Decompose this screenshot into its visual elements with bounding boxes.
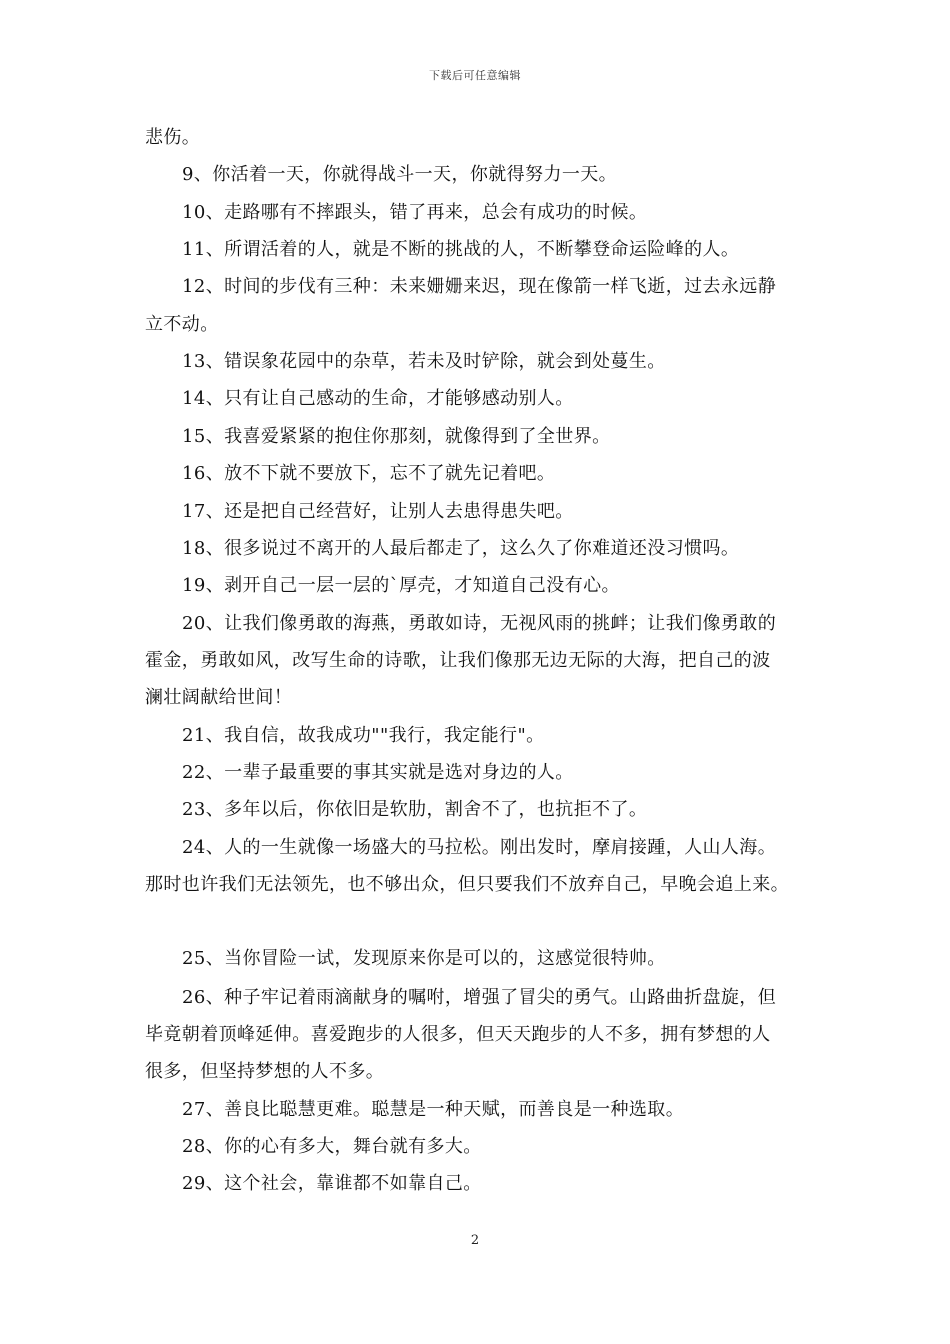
text-line: 14、只有让自己感动的生命，才能够感动别人。 — [182, 388, 574, 409]
text-line: 霍金，勇敢如风，改写生命的诗歌，让我们像那无边无际的大海，把自己的波 — [145, 650, 771, 671]
text-line: 22、一辈子最重要的事其实就是选对身边的人。 — [182, 762, 574, 783]
text-line: 澜壮阔献给世间！ — [145, 687, 293, 708]
text-line: 12、时间的步伐有三种：未来姗姗来迟，现在像箭一样飞逝，过去永远静 — [182, 276, 777, 297]
text-line: 18、很多说过不离开的人最后都走了，这么久了你难道还没习惯吗。 — [182, 538, 740, 559]
text-line: 毕竟朝着顶峰延伸。喜爱跑步的人很多，但天天跑步的人不多，拥有梦想的人 — [145, 1024, 771, 1045]
text-line: 17、还是把自己经营好，让别人去患得患失吧。 — [182, 501, 574, 522]
text-line: 26、种子牢记着雨滴献身的嘱咐，增强了冒尖的勇气。山路曲折盘旋，但 — [182, 987, 777, 1008]
text-line: 11、所谓活着的人，就是不断的挑战的人，不断攀登命运险峰的人。 — [182, 239, 740, 260]
text-line: 19、剥开自己一层一层的`厚壳，才知道自己没有心。 — [182, 575, 620, 596]
text-line: 24、人的一生就像一场盛大的马拉松。刚出发时，摩肩接踵，人山人海。 — [182, 837, 777, 858]
text-line: 27、善良比聪慧更难。聪慧是一种天赋，而善良是一种选取。 — [182, 1099, 685, 1120]
text-line: 23、多年以后，你依旧是软肋，割舍不了，也抗拒不了。 — [182, 799, 648, 820]
text-line: 21、我自信，故我成功""我行，我定能行"。 — [182, 725, 545, 746]
text-line: 15、我喜爱紧紧的抱住你那刻，就像得到了全世界。 — [182, 426, 611, 447]
text-line: 13、错误象花园中的杂草，若未及时铲除，就会到处蔓生。 — [182, 351, 666, 372]
text-line: 悲伤。 — [145, 127, 201, 148]
text-line: 29、这个社会，靠谁都不如靠自己。 — [182, 1173, 482, 1194]
text-line: 20、让我们像勇敢的海燕，勇敢如诗，无视风雨的挑衅；让我们像勇敢的 — [182, 613, 777, 634]
text-line: 10、走路哪有不摔跟头，错了再来，总会有成功的时候。 — [182, 202, 648, 223]
page-number: 2 — [470, 1233, 480, 1248]
text-line: 很多，但坚持梦想的人不多。 — [145, 1061, 385, 1082]
text-line: 16、放不下就不要放下，忘不了就先记着吧。 — [182, 463, 556, 484]
page-header: 下载后可任意编辑 — [429, 69, 521, 82]
text-line: 那时也许我们无法领先，也不够出众，但只要我们不放弃自己，早晚会追上来。 — [145, 874, 789, 895]
text-line: 立不动。 — [145, 314, 219, 335]
text-line: 25、当你冒险一试，发现原来你是可以的，这感觉很特帅。 — [182, 948, 666, 969]
text-line: 28、你的心有多大，舞台就有多大。 — [182, 1136, 482, 1157]
text-line: 9、你活着一天，你就得战斗一天，你就得努力一天。 — [182, 164, 618, 185]
